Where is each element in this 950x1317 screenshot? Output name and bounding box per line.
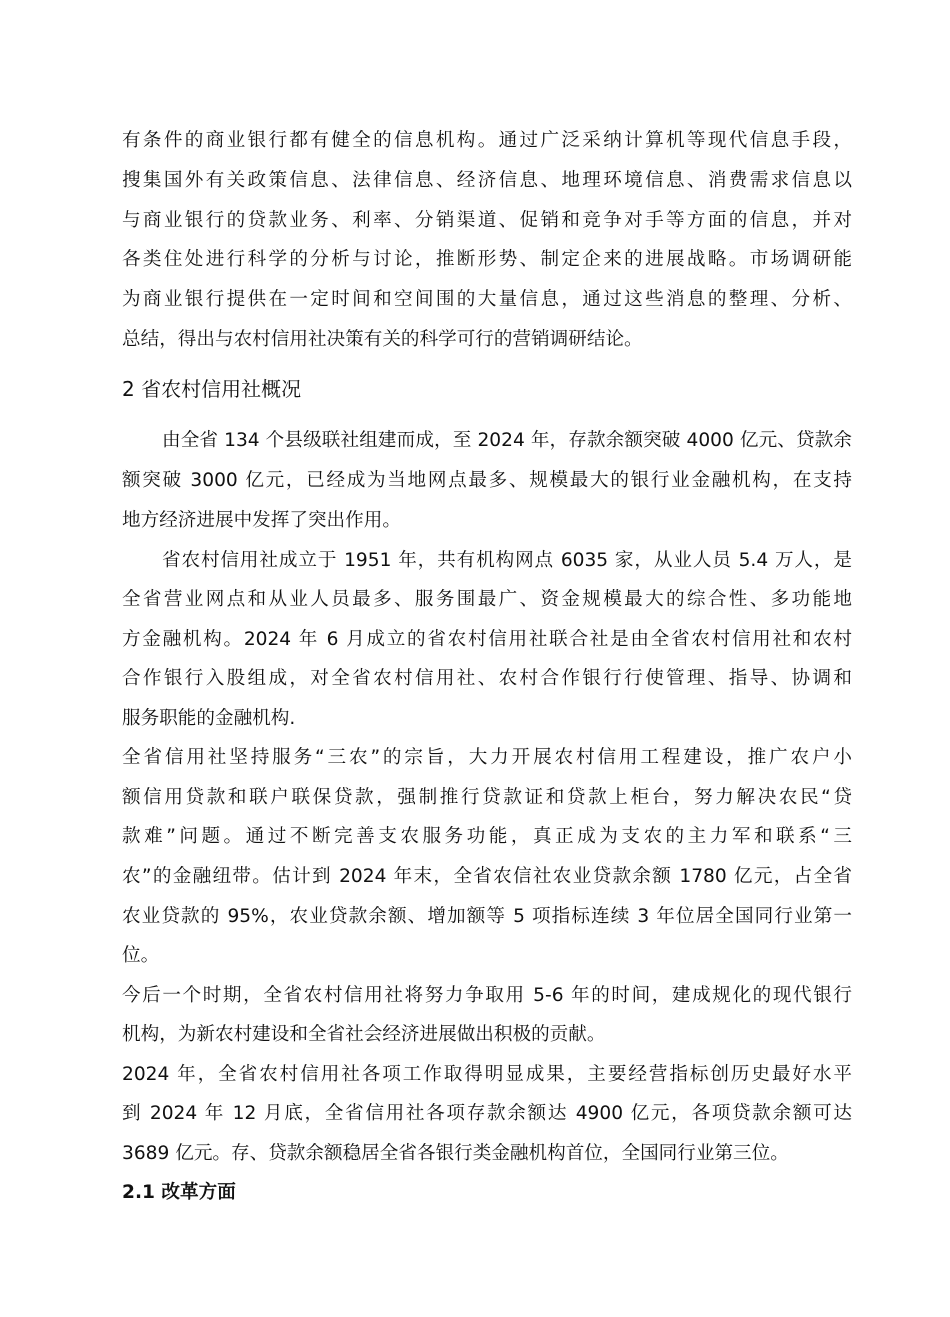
- text-line: 地方经济进展中发挥了突出作用。: [122, 510, 401, 531]
- text-line: 到 2024 年 12 月底，全省信用社各项存款余额达 4900 亿元，各项贷款余额可达: [122, 1103, 852, 1124]
- text-line: 全省营业网点和从业人员最多、服务围最广、资金规模最大的综合性、多功能地: [122, 589, 852, 610]
- text-line: 搜集国外有关政策信息、法律信息、经济信息、地理环境信息、消费需求信息以: [122, 170, 852, 191]
- text-line: 2024 年，全省农村信用社各项工作取得明显成果，主要经营指标创历史最好水平: [122, 1064, 852, 1085]
- text-line: 有条件的商业银行都有健全的信息机构。通过广泛采纳计算机等现代信息手段，: [122, 130, 852, 151]
- text-line: 全省信用社坚持服务“三农”的宗旨，大力开展农村信用工程建设，推广农户小: [122, 747, 852, 768]
- text-line: 总结，得出与农村信用社决策有关的科学可行的营销调研结论。: [122, 329, 643, 350]
- text-line: 与商业银行的贷款业务、利率、分销渠道、促销和竞争对手等方面的信息，并对: [122, 210, 852, 231]
- text-line: 款难”问题。通过不断完善支农服务功能，真正成为支农的主力军和联系“三: [122, 826, 852, 847]
- text-line: 额信用贷款和联户联保贷款，强制推行贷款证和贷款上柜台，努力解决农民“贷: [122, 787, 852, 808]
- text-line: 服务职能的金融机构.: [122, 708, 296, 729]
- text-line: 位。: [122, 945, 160, 966]
- text-line: 由全省 134 个县级联社组建而成，至 2024 年，存款余额突破 4000 亿元、贷款余: [162, 430, 852, 451]
- text-line: 机构，为新农村建设和全省社会经济进展做出积极的贡献。: [122, 1024, 606, 1045]
- text-line: 为商业银行提供在一定时间和空间围的大量信息，通过这些消息的整理、分析、: [122, 289, 852, 310]
- subsection-heading: 2.1 改革方面: [122, 1182, 236, 1203]
- text-line: 今后一个时期，全省农村信用社将努力争取用 5-6 年的时间，建成规化的现代银行: [122, 985, 852, 1006]
- text-line: 合作银行入股组成，对全省农村信用社、农村合作银行行使管理、指导、协调和: [122, 668, 852, 689]
- text-line: 方金融机构。2024 年 6 月成立的省农村信用社联合社是由全省农村信用社和农村: [122, 629, 852, 650]
- section-heading: 2 省农村信用社概况: [122, 377, 302, 401]
- text-line: 额突破 3000 亿元，已经成为当地网点最多、规模最大的银行业金融机构，在支持: [122, 470, 852, 491]
- text-line: 农业贷款的 95%，农业贷款余额、增加额等 5 项指标连续 3 年位居全国同行业第一: [122, 906, 852, 927]
- text-line: 省农村信用社成立于 1951 年，共有机构网点 6035 家，从业人员 5.4 万人，是: [162, 550, 852, 571]
- text-line: 农”的金融纽带。估计到 2024 年末，全省农信社农业贷款余额 1780 亿元，占全省: [122, 866, 852, 887]
- text-line: 3689 亿元。存、贷款余额稳居全省各银行类金融机构首位，全国同行业第三位。: [122, 1143, 789, 1164]
- text-line: 各类住处进行科学的分析与讨论，推断形势、制定企来的进展战略。市场调研能: [122, 249, 852, 270]
